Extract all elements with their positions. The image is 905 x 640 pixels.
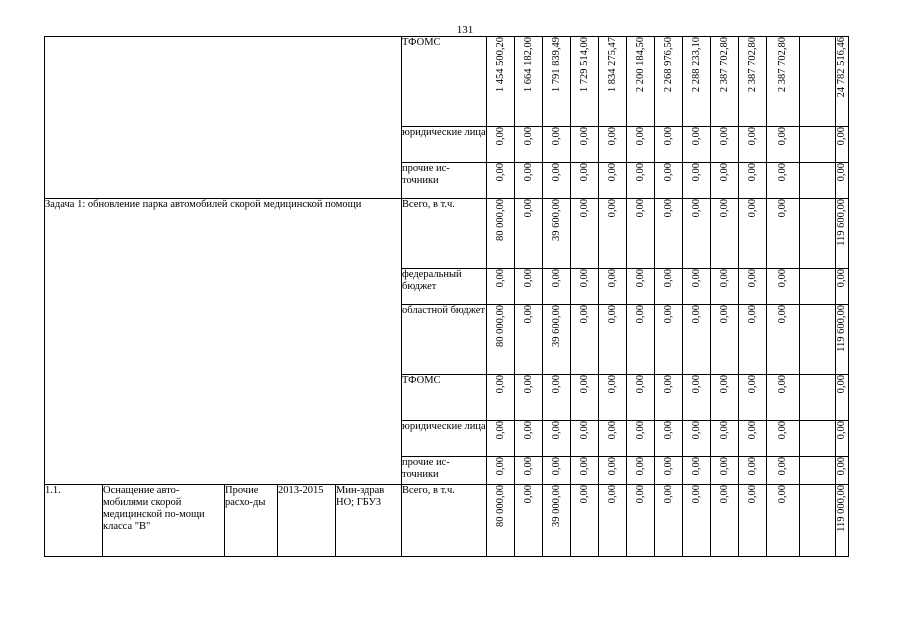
funding-source-label: прочие ис-точники — [402, 163, 450, 186]
year-value-cell — [543, 269, 571, 305]
year-value: 0,00 — [634, 485, 646, 504]
total-value: 0,00 — [836, 457, 847, 476]
year-value-cell — [627, 37, 655, 127]
year-value-cell — [571, 375, 599, 421]
year-value-cell — [655, 199, 683, 269]
year-value: 0,00 — [606, 199, 618, 218]
year-value-cell — [683, 199, 711, 269]
year-value-cell — [683, 269, 711, 305]
year-value: 0,00 — [777, 421, 788, 440]
table-row — [45, 37, 849, 127]
year-value: 0,00 — [746, 163, 758, 182]
year-value: 0,00 — [522, 457, 534, 476]
year-value: 0,00 — [746, 269, 758, 288]
spacer-cell — [800, 485, 836, 557]
year-value-cell — [627, 305, 655, 375]
item-period-cell — [278, 485, 336, 557]
funding-source-cell — [402, 127, 487, 163]
year-value: 0,00 — [690, 269, 702, 288]
year-value: 0,00 — [718, 269, 730, 288]
year-value-cell — [739, 421, 767, 457]
year-value: 0,00 — [606, 375, 618, 394]
year-value-cell — [655, 37, 683, 127]
year-value: 0,00 — [662, 485, 674, 504]
year-value-cell — [683, 305, 711, 375]
year-value: 0,00 — [550, 457, 562, 476]
year-value-cell — [767, 305, 800, 375]
year-value-cell — [599, 305, 627, 375]
year-value: 0,00 — [777, 127, 788, 146]
year-value-cell — [739, 127, 767, 163]
item-number-cell — [45, 485, 103, 557]
funding-source-cell — [402, 269, 487, 305]
total-value: 0,00 — [836, 163, 847, 182]
year-value-cell — [515, 305, 543, 375]
year-value: 0,00 — [634, 305, 646, 324]
year-value-cell — [767, 199, 800, 269]
year-value: 0,00 — [718, 421, 730, 440]
year-value: 0,00 — [522, 375, 534, 394]
year-value-cell — [711, 421, 739, 457]
spacer-cell — [800, 421, 836, 457]
year-value: 0,00 — [718, 485, 730, 504]
year-value-cell — [655, 375, 683, 421]
year-value-cell — [515, 375, 543, 421]
year-value-cell — [711, 199, 739, 269]
year-value: 0,00 — [578, 485, 590, 504]
year-value-cell — [739, 199, 767, 269]
year-value-cell — [767, 485, 800, 557]
spacer-cell — [800, 127, 836, 163]
year-value: 0,00 — [494, 421, 506, 440]
year-value-cell — [487, 375, 515, 421]
year-value: 0,00 — [634, 127, 646, 146]
funding-source-cell — [402, 375, 487, 421]
year-value-cell — [543, 421, 571, 457]
year-value: 2 200 184,50 — [634, 37, 646, 93]
year-value-cell — [599, 375, 627, 421]
year-value: 0,00 — [522, 305, 534, 324]
year-value: 0,00 — [578, 163, 590, 182]
year-value: 39 000,00 — [550, 485, 562, 527]
spacer-cell — [800, 163, 836, 199]
year-value-cell — [711, 127, 739, 163]
year-value-cell — [571, 127, 599, 163]
spacer-cell — [800, 269, 836, 305]
total-value-cell — [836, 199, 849, 269]
item-executor-cell — [336, 485, 402, 557]
year-value: 0,00 — [718, 305, 730, 324]
year-value: 0,00 — [494, 375, 506, 394]
year-value: 0,00 — [606, 485, 618, 504]
year-value: 0,00 — [777, 485, 788, 504]
year-value-cell — [599, 37, 627, 127]
year-value-cell — [655, 163, 683, 199]
total-value: 119 600,00 — [836, 199, 847, 246]
year-value-cell — [543, 199, 571, 269]
funding-source-cell — [402, 305, 487, 375]
year-value: 0,00 — [777, 269, 788, 288]
year-value-cell — [543, 305, 571, 375]
year-value-cell — [767, 375, 800, 421]
funding-source-cell — [402, 485, 487, 557]
budget-table — [44, 36, 849, 557]
page-number: 131 — [456, 24, 474, 36]
year-value: 1 729 514,00 — [578, 37, 590, 93]
year-value-cell — [515, 199, 543, 269]
year-value: 80 000,00 — [494, 199, 506, 241]
year-value-cell — [683, 421, 711, 457]
year-value-cell — [627, 485, 655, 557]
total-value: 119 000,00 — [836, 485, 847, 532]
year-value-cell — [711, 269, 739, 305]
year-value: 0,00 — [522, 127, 534, 146]
year-value: 0,00 — [494, 269, 506, 288]
year-value: 0,00 — [606, 457, 618, 476]
task-1-title: Задача 1: обновление парка автомобилей скорой медицинской помощи — [45, 199, 362, 210]
expense-type-cell — [225, 485, 278, 557]
year-value-cell — [739, 269, 767, 305]
total-value: 119 600,00 — [836, 305, 847, 352]
year-value: 0,00 — [662, 375, 674, 394]
year-value-cell — [487, 269, 515, 305]
year-value: 0,00 — [634, 375, 646, 394]
funding-source-cell — [402, 421, 487, 457]
year-value: 0,00 — [634, 457, 646, 476]
year-value-cell — [515, 485, 543, 557]
year-value: 1 454 500,20 — [494, 37, 506, 93]
year-value: 0,00 — [494, 457, 506, 476]
year-value-cell — [711, 305, 739, 375]
year-value-cell — [711, 485, 739, 557]
year-value-cell — [655, 457, 683, 485]
total-value: 0,00 — [836, 269, 847, 288]
year-value: 0,00 — [662, 199, 674, 218]
funding-source-label: областной бюджет — [402, 305, 485, 316]
year-value: 0,00 — [662, 269, 674, 288]
year-value-cell — [543, 163, 571, 199]
year-value: 2 268 976,50 — [662, 37, 674, 93]
year-value: 0,00 — [690, 421, 702, 440]
year-value: 39 600,00 — [550, 305, 562, 347]
year-value-cell — [515, 127, 543, 163]
year-value: 0,00 — [550, 421, 562, 440]
funding-source-cell — [402, 163, 487, 199]
year-value-cell — [571, 457, 599, 485]
year-value-cell — [739, 457, 767, 485]
year-value: 0,00 — [690, 457, 702, 476]
year-value: 0,00 — [634, 421, 646, 440]
funding-source-label: прочие ис-точники — [402, 457, 450, 480]
year-value-cell — [655, 269, 683, 305]
year-value: 0,00 — [522, 485, 534, 504]
year-value: 0,00 — [494, 127, 506, 146]
year-value: 0,00 — [578, 375, 590, 394]
year-value-cell — [599, 199, 627, 269]
year-value: 0,00 — [634, 269, 646, 288]
year-value-cell — [767, 163, 800, 199]
year-value: 0,00 — [578, 421, 590, 440]
year-value-cell — [599, 269, 627, 305]
year-value-cell — [627, 421, 655, 457]
year-value-cell — [543, 457, 571, 485]
year-value: 2 387 702,80 — [777, 37, 788, 93]
year-value: 0,00 — [690, 305, 702, 324]
year-value-cell — [515, 421, 543, 457]
year-value: 0,00 — [777, 457, 788, 476]
year-value-cell — [767, 269, 800, 305]
funding-source-label: Всего, в т.ч. — [402, 485, 455, 496]
year-value-cell — [571, 305, 599, 375]
year-value-cell — [515, 269, 543, 305]
year-value: 0,00 — [522, 199, 534, 218]
year-value-cell — [599, 127, 627, 163]
year-value: 0,00 — [634, 163, 646, 182]
total-value-cell — [836, 305, 849, 375]
year-value-cell — [683, 375, 711, 421]
year-value: 0,00 — [662, 127, 674, 146]
funding-source-label: федеральный бюджет — [402, 269, 462, 292]
year-value: 0,00 — [550, 127, 562, 146]
year-value: 0,00 — [777, 375, 788, 394]
year-value: 0,00 — [522, 421, 534, 440]
table-row — [45, 485, 849, 557]
year-value: 0,00 — [777, 199, 788, 218]
year-value-cell — [683, 127, 711, 163]
year-value-cell — [599, 163, 627, 199]
total-value-cell — [836, 127, 849, 163]
year-value-cell — [711, 375, 739, 421]
funding-source-cell — [402, 37, 487, 127]
year-value-cell — [571, 421, 599, 457]
year-value-cell — [571, 37, 599, 127]
item-name-cell — [103, 485, 225, 557]
blank-description-cell — [45, 37, 402, 199]
year-value-cell — [627, 375, 655, 421]
year-value-cell — [683, 37, 711, 127]
year-value: 0,00 — [578, 305, 590, 324]
total-value: 0,00 — [836, 127, 847, 146]
year-value-cell — [487, 127, 515, 163]
year-value: 0,00 — [578, 269, 590, 288]
item-name: Оснащение авто-мобилями скорой медицинской по-мощи класса "В" — [103, 485, 205, 532]
year-value: 0,00 — [690, 485, 702, 504]
year-value-cell — [683, 457, 711, 485]
funding-source-label: юридические лица — [402, 127, 486, 138]
year-value-cell — [767, 127, 800, 163]
year-value-cell — [739, 163, 767, 199]
year-value: 0,00 — [634, 199, 646, 218]
item-period: 2013-2015 — [278, 485, 324, 496]
year-value: 0,00 — [718, 163, 730, 182]
item-executor: Мин-здрав НО; ГБУЗ — [336, 485, 385, 508]
year-value: 0,00 — [662, 457, 674, 476]
year-value-cell — [543, 375, 571, 421]
year-value: 0,00 — [550, 375, 562, 394]
year-value: 80 000,00 — [494, 485, 506, 527]
year-value: 0,00 — [690, 127, 702, 146]
year-value: 0,00 — [746, 421, 758, 440]
year-value: 0,00 — [777, 305, 788, 324]
year-value-cell — [683, 163, 711, 199]
year-value-cell — [571, 269, 599, 305]
year-value-cell — [599, 485, 627, 557]
year-value: 0,00 — [522, 269, 534, 288]
year-value: 39 600,00 — [550, 199, 562, 241]
total-value-cell — [836, 421, 849, 457]
year-value-cell — [739, 375, 767, 421]
total-value-cell — [836, 457, 849, 485]
year-value: 0,00 — [718, 457, 730, 476]
year-value: 0,00 — [662, 163, 674, 182]
year-value: 0,00 — [606, 163, 618, 182]
year-value: 0,00 — [746, 127, 758, 146]
total-value-cell — [836, 163, 849, 199]
year-value: 0,00 — [522, 163, 534, 182]
year-value-cell — [739, 485, 767, 557]
expense-type: Прочие расхо-ды — [225, 485, 266, 508]
year-value: 0,00 — [690, 375, 702, 394]
year-value: 0,00 — [494, 163, 506, 182]
year-value-cell — [487, 305, 515, 375]
total-value-cell — [836, 485, 849, 557]
year-value: 0,00 — [662, 305, 674, 324]
spacer-cell — [800, 199, 836, 269]
year-value-cell — [739, 305, 767, 375]
year-value: 2 387 702,80 — [746, 37, 758, 93]
year-value: 0,00 — [662, 421, 674, 440]
year-value-cell — [571, 199, 599, 269]
year-value: 80 000,00 — [494, 305, 506, 347]
year-value-cell — [655, 127, 683, 163]
year-value-cell — [767, 37, 800, 127]
year-value-cell — [571, 163, 599, 199]
year-value: 0,00 — [550, 269, 562, 288]
year-value-cell — [711, 37, 739, 127]
year-value: 0,00 — [746, 485, 758, 504]
year-value: 0,00 — [578, 457, 590, 476]
year-value-cell — [487, 485, 515, 557]
funding-source-cell — [402, 199, 487, 269]
year-value: 0,00 — [746, 305, 758, 324]
year-value: 2 288 233,10 — [690, 37, 702, 93]
year-value-cell — [487, 457, 515, 485]
year-value: 0,00 — [690, 199, 702, 218]
total-value: 0,00 — [836, 421, 847, 440]
year-value-cell — [627, 163, 655, 199]
year-value-cell — [711, 163, 739, 199]
year-value-cell — [515, 163, 543, 199]
year-value-cell — [487, 37, 515, 127]
year-value-cell — [655, 485, 683, 557]
funding-source-label: Всего, в т.ч. — [402, 199, 455, 210]
total-value: 24 782 516,46 — [836, 37, 847, 98]
year-value-cell — [655, 421, 683, 457]
year-value: 0,00 — [718, 127, 730, 146]
spacer-cell — [800, 305, 836, 375]
spacer-cell — [800, 457, 836, 485]
funding-source-label: ТФОМС — [402, 37, 441, 48]
year-value: 0,00 — [718, 199, 730, 218]
year-value-cell — [487, 421, 515, 457]
year-value-cell — [627, 199, 655, 269]
funding-source-label: юридические лица — [402, 421, 486, 432]
year-value: 0,00 — [746, 375, 758, 394]
year-value-cell — [599, 457, 627, 485]
year-value-cell — [543, 127, 571, 163]
year-value: 0,00 — [746, 457, 758, 476]
year-value: 1 834 275,47 — [606, 37, 618, 93]
year-value-cell — [487, 199, 515, 269]
year-value-cell — [767, 457, 800, 485]
spacer-cell — [800, 37, 836, 127]
year-value: 0,00 — [690, 163, 702, 182]
year-value-cell — [515, 37, 543, 127]
year-value: 1 664 182,00 — [522, 37, 534, 93]
year-value-cell — [515, 457, 543, 485]
year-value-cell — [543, 37, 571, 127]
year-value-cell — [571, 485, 599, 557]
year-value: 0,00 — [578, 199, 590, 218]
year-value: 0,00 — [718, 375, 730, 394]
year-value-cell — [543, 485, 571, 557]
year-value-cell — [627, 127, 655, 163]
year-value: 0,00 — [606, 421, 618, 440]
spacer-cell — [800, 375, 836, 421]
total-value-cell — [836, 375, 849, 421]
funding-source-label: ТФОМС — [402, 375, 441, 386]
total-value-cell — [836, 269, 849, 305]
funding-source-cell — [402, 457, 487, 485]
year-value-cell — [599, 421, 627, 457]
year-value: 0,00 — [746, 199, 758, 218]
year-value-cell — [627, 457, 655, 485]
total-value: 0,00 — [836, 375, 847, 394]
year-value-cell — [683, 485, 711, 557]
year-value: 1 791 839,49 — [550, 37, 562, 93]
year-value-cell — [487, 163, 515, 199]
year-value-cell — [767, 421, 800, 457]
total-value-cell — [836, 37, 849, 127]
year-value: 0,00 — [606, 127, 618, 146]
table-row — [45, 199, 849, 269]
task-1-cell — [45, 199, 402, 485]
year-value: 0,00 — [578, 127, 590, 146]
year-value-cell — [711, 457, 739, 485]
year-value-cell — [627, 269, 655, 305]
year-value: 0,00 — [606, 305, 618, 324]
year-value: 2 387 702,80 — [718, 37, 730, 93]
item-number: 1.1. — [45, 485, 61, 496]
year-value-cell — [739, 37, 767, 127]
year-value: 0,00 — [777, 163, 788, 182]
year-value: 0,00 — [550, 163, 562, 182]
year-value-cell — [655, 305, 683, 375]
year-value: 0,00 — [606, 269, 618, 288]
